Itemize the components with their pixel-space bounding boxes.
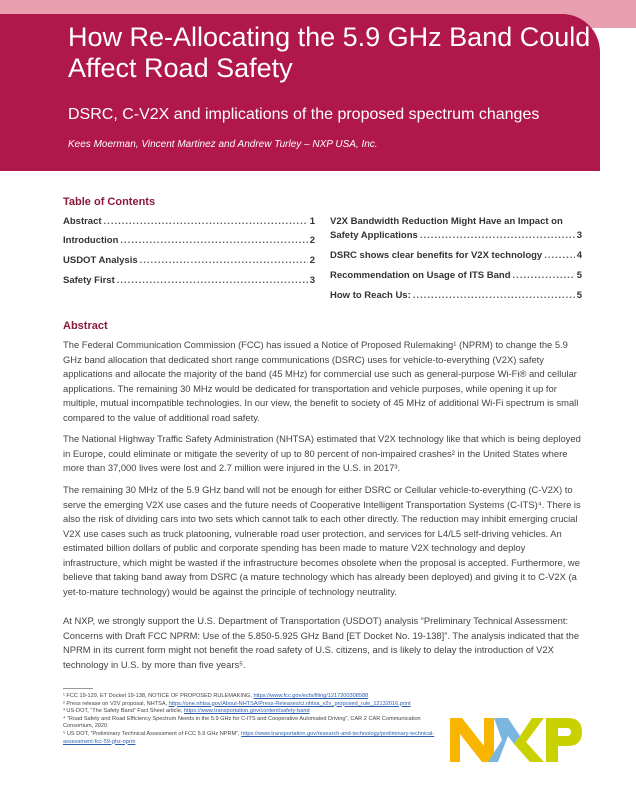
- footnote-1: ¹ FCC 19-129, ET Docket 19-138, NOTICE OF PROPOSED RULEMAKING, https://www.fcc.gov/ecfs/filing/1217200308588: [63, 693, 369, 699]
- logo-n-shape: [450, 718, 494, 762]
- toc-entry-page: 2: [309, 235, 315, 246]
- toc-entry-label: DSRC shows clear benefits for V2X technology: [330, 250, 543, 261]
- footnote-link[interactable]: https://www.transportation.gov/content/safety-band: [183, 708, 310, 715]
- toc-entry-label: Safety First: [63, 275, 115, 286]
- toc-entry-label: USDOT Analysis: [63, 255, 138, 266]
- footnote-link[interactable]: https://www.transportation.gov/research-and-technology/preliminary-technical-assessment-fcc-59-ghz-nprm: [63, 730, 435, 745]
- toc-leader: [420, 230, 575, 241]
- toc-entry-page: 5: [576, 270, 582, 281]
- footnote-2: ² Press release on V2V proposal, NHTSA, https://one.nhtsa.gov/About-NHTSA/Press-Releases/ci.nhtsa_v2v_proposed_rule_12132016.print: [63, 700, 411, 707]
- toc-entry-label: Abstract: [63, 216, 102, 227]
- toc-entry-page: 2: [309, 255, 315, 266]
- abstract-paragraph-4: At NXP, we strongly support the U.S. Department of Transportation (USDOT) analysis “Preliminary Technical Assessment: Concerns with Draft FCC NPRM: Use of the 5.850-5.925 GHz Band [ET Docket No. 19-138]”. The analysis indicated that the NPRM in its current form might not benefit the road safety of U.S. citizens, and is likely to delay the introduction of V2X technology in U.S. by more than five years⁵.: [63, 615, 580, 670]
- toc-leader: [544, 250, 574, 261]
- footnote-4: ⁴ “Road Safety and Road Efficiency Spectrum Needs in the 5.9 GHz for C-ITS and Cooperative Automated Driving”, CAR 2 CAR Communication Consortium, 2020: [63, 715, 421, 730]
- logo-p-shape: [546, 718, 582, 762]
- footnote-divider: [63, 688, 93, 689]
- toc-leader: [513, 270, 575, 281]
- toc-entry-label: How to Reach Us:: [330, 290, 411, 301]
- toc-entry-dsrc-benefits[interactable]: [330, 250, 582, 261]
- abstract-paragraph-2: The National Highway Traffic Safety Administration (NHTSA) estimated that V2X technology like that which is being deployed in Europe, could eliminate or mitigate the severity of up to 80 percent of non-impaired crashes² in the United States where more than 37,000 lives were lost and 2.7 million were injured in the U.S. in 2017³.: [63, 433, 581, 473]
- toc-entry-usdot-analysis[interactable]: [63, 255, 315, 266]
- abstract-paragraph-3: The remaining 30 MHz of the 5.9 GHz band will not be enough for either DSRC or Cellular vehicle-to-everything (C-V2X) to serve the emerging V2X use cases and the future needs of Cooperative Intelligent Transportation Systems (C-ITS)⁴. There is also the risk of dividing cars into two sets which cannot talk to each other directly. The reduction may inhibit emerging crucial V2X use cases such as truck platooning, vulnerable road user protection, and services for L4/L5 self-driving vehicles. An estimated billion dollars of public and corporate spending has been made to mature V2X technology and deploy infrastructure, which might be wasted if the infrastructure becomes obsolete when the proposal is accepted. Furthermore, we believe that taking band away from DSRC (a mature technology which has already been deployed) and giving it to C-V2X (a yet-to-mature technology) would be against the principle of technology neutrality.: [63, 484, 581, 597]
- toc-heading: Table of Contents: [63, 196, 156, 208]
- logo-x-right-shape: [514, 718, 544, 762]
- toc-entry-introduction[interactable]: [63, 235, 315, 246]
- nxp-logo: [448, 714, 584, 766]
- toc-entry-page: 3: [309, 275, 315, 286]
- toc-leader: [413, 290, 575, 301]
- toc-entry-v2x-bandwidth[interactable]: [330, 216, 582, 241]
- footnote-link[interactable]: https://www.fcc.gov/ecfs/filing/1217200308588: [253, 693, 369, 699]
- toc-entry-label: Recommendation on Usage of ITS Band: [330, 270, 511, 281]
- toc-entry-page: 1: [309, 216, 315, 227]
- footnotes: [63, 693, 443, 746]
- toc-entry-label-line2: Safety Applications: [330, 230, 418, 241]
- footnote-3: ³ US-DOT, “The Safety Band” Fact Sheet article, https://www.transportation.gov/content/safety-band: [63, 708, 310, 715]
- toc-leader: [120, 235, 307, 246]
- toc-entry-safety-first[interactable]: [63, 275, 315, 286]
- abstract-paragraph-1: The Federal Communication Commission (FCC) has issued a Notice of Proposed Rulemaking¹ (NPRM) to change the 5.9 GHz band allocation that dedicated short range communications (DSRC) uses for vehicle-to-everything (V2X) safety applications and allocate the majority of the band (45 MHz) for commercial use such as general-purpose Wi-Fi® and cellular applications. The remaining 30 MHz would be dedicated for transportation and vehicle purposes, while opening it up for multiple, mutual incompatible technologies. In our view, the benefit to society of 45 MHz of additional Wi-Fi spectrum is small compared to the value of additional road safety.: [63, 339, 579, 423]
- toc-leader: [104, 216, 308, 227]
- toc-entry-page: 4: [576, 250, 582, 261]
- footnote-link[interactable]: https://one.nhtsa.gov/About-NHTSA/Press-Releases/ci.nhtsa_v2v_proposed_rule_12132016.print: [168, 700, 411, 707]
- toc-leader: [117, 275, 308, 286]
- toc-entry-recommendation[interactable]: [330, 270, 582, 281]
- page-title: How Re-Allocating the 5.9 GHz Band Could Affect Road Safety: [68, 22, 591, 83]
- authors-line: Kees Moerman, Vincent Martinez and Andrew Turley – NXP USA, Inc.: [68, 139, 378, 150]
- toc-entry-page: 3: [576, 230, 582, 241]
- footnote-5: ⁵ US DOT, “Preliminary Technical Assessment of FCC 5.9 GHz NPRM”, https://www.transportation.gov/research-and-technology/preliminary-technical-assessment-fcc-59-ghz-nprm: [63, 730, 435, 745]
- toc-entry-how-to-reach-us[interactable]: [330, 290, 582, 301]
- page-subtitle: DSRC, C-V2X and implications of the proposed spectrum changes: [68, 106, 540, 123]
- toc-entry-page: 5: [576, 290, 582, 301]
- abstract-heading: Abstract: [63, 320, 108, 332]
- toc-entry-label: Introduction: [63, 235, 119, 246]
- toc-entry-abstract[interactable]: [63, 216, 315, 227]
- toc-leader: [140, 255, 308, 266]
- toc-entry-label-line1: V2X Bandwidth Reduction Might Have an Impact on: [330, 216, 563, 227]
